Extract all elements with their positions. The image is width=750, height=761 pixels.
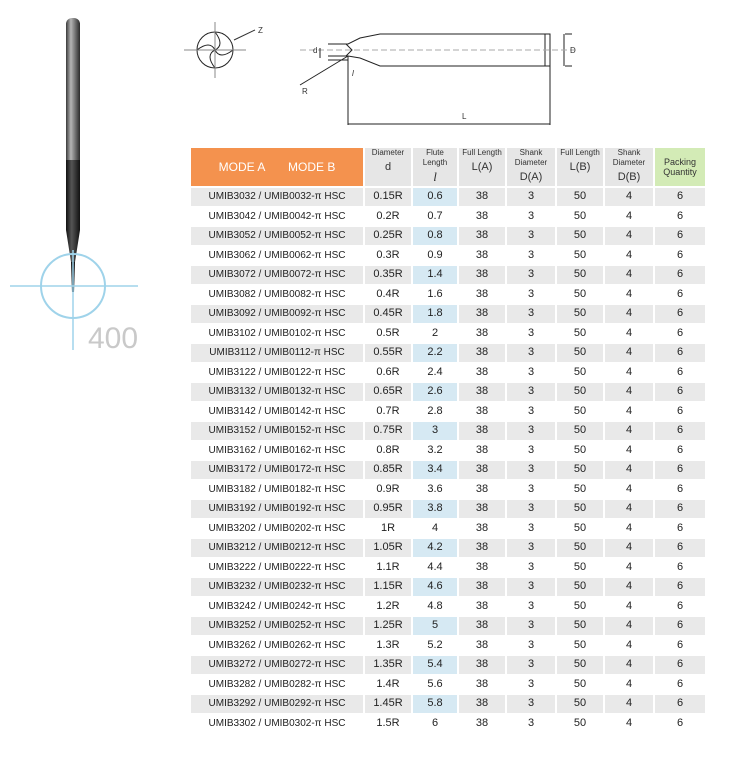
- cell-flute-length: 3.8: [413, 500, 457, 518]
- col-flute-length: Flute Length l: [413, 148, 457, 186]
- cell-product-code: UMIB3042 / UMIB0042-π HSC: [191, 208, 363, 226]
- cell-packing-quantity: 6: [655, 442, 705, 460]
- table-row: [191, 442, 705, 460]
- cell-product-code: UMIB3222 / UMIB0222-π HSC: [191, 559, 363, 577]
- table-row: [191, 286, 705, 304]
- mode-b-label: MODE B: [288, 160, 336, 174]
- cell-product-code: UMIB3232 / UMIB0232-π HSC: [191, 578, 363, 596]
- cell-full-length-a: 38: [459, 578, 505, 596]
- cell-shank-diameter-b: 4: [605, 461, 653, 479]
- cell-diameter: 1.35R: [365, 656, 411, 674]
- table-row: [191, 598, 705, 616]
- cell-full-length-b: 50: [557, 559, 603, 577]
- cell-shank-diameter-a: 3: [507, 247, 555, 265]
- cell-shank-diameter-a: 3: [507, 442, 555, 460]
- cell-flute-length: 2.2: [413, 344, 457, 362]
- label-z: Z: [258, 26, 263, 35]
- table-row: [191, 403, 705, 421]
- cell-diameter: 0.45R: [365, 305, 411, 323]
- cell-packing-quantity: 6: [655, 286, 705, 304]
- cell-full-length-a: 38: [459, 656, 505, 674]
- cell-shank-diameter-b: 4: [605, 208, 653, 226]
- cell-packing-quantity: 6: [655, 695, 705, 713]
- cell-full-length-a: 38: [459, 715, 505, 733]
- cell-flute-length: 2.8: [413, 403, 457, 421]
- cell-flute-length: 6: [413, 715, 457, 733]
- cell-shank-diameter-a: 3: [507, 520, 555, 538]
- cell-diameter: 1.5R: [365, 715, 411, 733]
- cell-full-length-b: 50: [557, 325, 603, 343]
- end-mill-photo: [0, 0, 170, 380]
- cell-full-length-a: 38: [459, 266, 505, 284]
- cell-product-code: UMIB3302 / UMIB0302-π HSC: [191, 715, 363, 733]
- cell-diameter: 0.8R: [365, 442, 411, 460]
- cell-packing-quantity: 6: [655, 208, 705, 226]
- col-packing-quantity: Packing Quantity: [655, 148, 705, 186]
- cell-product-code: UMIB3082 / UMIB0082-π HSC: [191, 286, 363, 304]
- cell-full-length-a: 38: [459, 481, 505, 499]
- cell-flute-length: 1.6: [413, 286, 457, 304]
- cell-diameter: 0.2R: [365, 208, 411, 226]
- cell-diameter: 0.85R: [365, 461, 411, 479]
- mode-header: [191, 148, 363, 186]
- cell-shank-diameter-a: 3: [507, 227, 555, 245]
- cell-shank-diameter-a: 3: [507, 364, 555, 382]
- cell-shank-diameter-b: 4: [605, 422, 653, 440]
- cell-packing-quantity: 6: [655, 481, 705, 499]
- cell-full-length-a: 38: [459, 344, 505, 362]
- table-row: [191, 227, 705, 245]
- cell-flute-length: 4: [413, 520, 457, 538]
- table-row: [191, 188, 705, 206]
- cell-packing-quantity: 6: [655, 715, 705, 733]
- cell-shank-diameter-a: 3: [507, 266, 555, 284]
- cell-packing-quantity: 6: [655, 656, 705, 674]
- side-view: [300, 34, 575, 125]
- cell-product-code: UMIB3242 / UMIB0242-π HSC: [191, 598, 363, 616]
- cell-full-length-b: 50: [557, 500, 603, 518]
- cell-shank-diameter-a: 3: [507, 695, 555, 713]
- cell-flute-length: 5: [413, 617, 457, 635]
- cell-shank-diameter-b: 4: [605, 383, 653, 401]
- table-row: [191, 656, 705, 674]
- cell-shank-diameter-a: 3: [507, 656, 555, 674]
- cell-shank-diameter-a: 3: [507, 637, 555, 655]
- col-full-length-a: Full Length L(A): [459, 148, 505, 186]
- cell-product-code: UMIB3052 / UMIB0052-π HSC: [191, 227, 363, 245]
- cell-shank-diameter-a: 3: [507, 559, 555, 577]
- table-row: [191, 422, 705, 440]
- cell-full-length-b: 50: [557, 247, 603, 265]
- cell-product-code: UMIB3172 / UMIB0172-π HSC: [191, 461, 363, 479]
- cell-flute-length: 3.6: [413, 481, 457, 499]
- cell-full-length-a: 38: [459, 500, 505, 518]
- cell-full-length-b: 50: [557, 695, 603, 713]
- cell-shank-diameter-a: 3: [507, 676, 555, 694]
- cell-full-length-a: 38: [459, 364, 505, 382]
- cell-full-length-b: 50: [557, 637, 603, 655]
- cell-flute-length: 3: [413, 422, 457, 440]
- cell-full-length-a: 38: [459, 539, 505, 557]
- cell-full-length-a: 38: [459, 227, 505, 245]
- cell-full-length-b: 50: [557, 461, 603, 479]
- cell-shank-diameter-a: 3: [507, 539, 555, 557]
- cell-product-code: UMIB3202 / UMIB0202-π HSC: [191, 520, 363, 538]
- cell-shank-diameter-a: 3: [507, 500, 555, 518]
- cell-full-length-a: 38: [459, 598, 505, 616]
- cell-full-length-b: 50: [557, 364, 603, 382]
- table-row: [191, 305, 705, 323]
- cell-flute-length: 5.2: [413, 637, 457, 655]
- cell-shank-diameter-b: 4: [605, 520, 653, 538]
- cell-full-length-a: 38: [459, 286, 505, 304]
- cell-packing-quantity: 6: [655, 461, 705, 479]
- cell-shank-diameter-b: 4: [605, 227, 653, 245]
- cell-diameter: 0.3R: [365, 247, 411, 265]
- cell-shank-diameter-b: 4: [605, 188, 653, 206]
- cell-shank-diameter-b: 4: [605, 500, 653, 518]
- cell-packing-quantity: 6: [655, 520, 705, 538]
- cell-flute-length: 4.2: [413, 539, 457, 557]
- cell-product-code: UMIB3132 / UMIB0132-π HSC: [191, 383, 363, 401]
- cell-full-length-b: 50: [557, 539, 603, 557]
- cell-full-length-b: 50: [557, 617, 603, 635]
- cell-flute-length: 1.8: [413, 305, 457, 323]
- cell-full-length-b: 50: [557, 227, 603, 245]
- table-row: [191, 539, 705, 557]
- cell-shank-diameter-a: 3: [507, 286, 555, 304]
- cell-full-length-a: 38: [459, 305, 505, 323]
- cell-product-code: UMIB3182 / UMIB0182-π HSC: [191, 481, 363, 499]
- cell-flute-length: 2: [413, 325, 457, 343]
- cell-diameter: 1.05R: [365, 539, 411, 557]
- cell-diameter: 1.45R: [365, 695, 411, 713]
- cell-flute-length: 4.6: [413, 578, 457, 596]
- cell-full-length-b: 50: [557, 598, 603, 616]
- cell-full-length-b: 50: [557, 442, 603, 460]
- cell-full-length-b: 50: [557, 383, 603, 401]
- cell-product-code: UMIB3292 / UMIB0292-π HSC: [191, 695, 363, 713]
- table-row: [191, 344, 705, 362]
- table-row: [191, 617, 705, 635]
- cell-shank-diameter-a: 3: [507, 578, 555, 596]
- cell-shank-diameter-b: 4: [605, 403, 653, 421]
- cell-diameter: 0.6R: [365, 364, 411, 382]
- cell-full-length-b: 50: [557, 188, 603, 206]
- cell-shank-diameter-a: 3: [507, 188, 555, 206]
- cell-shank-diameter-b: 4: [605, 617, 653, 635]
- cell-product-code: UMIB3122 / UMIB0122-π HSC: [191, 364, 363, 382]
- cell-shank-diameter-b: 4: [605, 578, 653, 596]
- col-shank-diameter-a: Shank Diameter D(A): [507, 148, 555, 186]
- cell-flute-length: 5.4: [413, 656, 457, 674]
- cell-diameter: 0.65R: [365, 383, 411, 401]
- label-r: R: [302, 87, 308, 96]
- cell-full-length-a: 38: [459, 403, 505, 421]
- cell-shank-diameter-b: 4: [605, 442, 653, 460]
- cell-diameter: 0.7R: [365, 403, 411, 421]
- cell-full-length-b: 50: [557, 676, 603, 694]
- cell-shank-diameter-b: 4: [605, 656, 653, 674]
- cell-flute-length: 4.8: [413, 598, 457, 616]
- cell-packing-quantity: 6: [655, 305, 705, 323]
- cell-full-length-a: 38: [459, 442, 505, 460]
- cell-shank-diameter-a: 3: [507, 461, 555, 479]
- table-row: [191, 247, 705, 265]
- cell-product-code: UMIB3152 / UMIB0152-π HSC: [191, 422, 363, 440]
- cell-shank-diameter-b: 4: [605, 325, 653, 343]
- cell-full-length-b: 50: [557, 266, 603, 284]
- table-row: [191, 520, 705, 538]
- cell-diameter: 1.25R: [365, 617, 411, 635]
- cell-packing-quantity: 6: [655, 247, 705, 265]
- cell-product-code: UMIB3112 / UMIB0112-π HSC: [191, 344, 363, 362]
- cell-full-length-a: 38: [459, 422, 505, 440]
- cell-packing-quantity: 6: [655, 500, 705, 518]
- cell-full-length-a: 38: [459, 247, 505, 265]
- cell-diameter: 0.55R: [365, 344, 411, 362]
- cell-full-length-a: 38: [459, 637, 505, 655]
- cell-flute-length: 3.4: [413, 461, 457, 479]
- cell-packing-quantity: 6: [655, 559, 705, 577]
- cell-packing-quantity: 6: [655, 383, 705, 401]
- table-row: [191, 208, 705, 226]
- table-row: [191, 559, 705, 577]
- cell-flute-length: 5.8: [413, 695, 457, 713]
- cell-shank-diameter-b: 4: [605, 364, 653, 382]
- cell-packing-quantity: 6: [655, 539, 705, 557]
- cell-diameter: 1.3R: [365, 637, 411, 655]
- spec-table: [189, 146, 707, 734]
- cell-packing-quantity: 6: [655, 325, 705, 343]
- cell-full-length-b: 50: [557, 344, 603, 362]
- magnification-label: 400: [88, 322, 139, 355]
- cell-packing-quantity: 6: [655, 364, 705, 382]
- cell-full-length-b: 50: [557, 208, 603, 226]
- col-diameter: Diameter d: [365, 148, 411, 186]
- cell-full-length-a: 38: [459, 695, 505, 713]
- cell-shank-diameter-a: 3: [507, 422, 555, 440]
- cell-product-code: UMIB3262 / UMIB0262-π HSC: [191, 637, 363, 655]
- cell-packing-quantity: 6: [655, 617, 705, 635]
- table-row: [191, 637, 705, 655]
- cell-diameter: 0.15R: [365, 188, 411, 206]
- cell-diameter: 0.35R: [365, 266, 411, 284]
- cell-flute-length: 2.4: [413, 364, 457, 382]
- cell-shank-diameter-b: 4: [605, 539, 653, 557]
- cell-full-length-a: 38: [459, 617, 505, 635]
- table-row: [191, 676, 705, 694]
- cell-flute-length: 4.4: [413, 559, 457, 577]
- cell-shank-diameter-b: 4: [605, 637, 653, 655]
- cell-shank-diameter-b: 4: [605, 344, 653, 362]
- cell-product-code: UMIB3212 / UMIB0212-π HSC: [191, 539, 363, 557]
- cell-product-code: UMIB3072 / UMIB0072-π HSC: [191, 266, 363, 284]
- cell-packing-quantity: 6: [655, 188, 705, 206]
- cell-product-code: UMIB3092 / UMIB0092-π HSC: [191, 305, 363, 323]
- cell-shank-diameter-b: 4: [605, 559, 653, 577]
- cell-flute-length: 0.6: [413, 188, 457, 206]
- cell-diameter: 0.75R: [365, 422, 411, 440]
- cell-full-length-b: 50: [557, 656, 603, 674]
- cell-full-length-a: 38: [459, 520, 505, 538]
- cell-product-code: UMIB3192 / UMIB0192-π HSC: [191, 500, 363, 518]
- cell-product-code: UMIB3062 / UMIB0062-π HSC: [191, 247, 363, 265]
- cell-flute-length: 0.8: [413, 227, 457, 245]
- table-body: [191, 188, 705, 732]
- table-row: [191, 715, 705, 733]
- cell-flute-length: 3.2: [413, 442, 457, 460]
- col-shank-diameter-b: Shank Diameter D(B): [605, 148, 653, 186]
- cell-full-length-a: 38: [459, 383, 505, 401]
- cell-packing-quantity: 6: [655, 578, 705, 596]
- cell-full-length-b: 50: [557, 305, 603, 323]
- cell-full-length-a: 38: [459, 559, 505, 577]
- cell-shank-diameter-b: 4: [605, 598, 653, 616]
- cell-product-code: UMIB3252 / UMIB0252-π HSC: [191, 617, 363, 635]
- cell-flute-length: 0.9: [413, 247, 457, 265]
- cell-diameter: 1.1R: [365, 559, 411, 577]
- cell-shank-diameter-a: 3: [507, 325, 555, 343]
- table-row: [191, 383, 705, 401]
- cell-shank-diameter-b: 4: [605, 305, 653, 323]
- cell-product-code: UMIB3142 / UMIB0142-π HSC: [191, 403, 363, 421]
- cell-shank-diameter-b: 4: [605, 695, 653, 713]
- table-header-row: [191, 148, 705, 186]
- cell-packing-quantity: 6: [655, 266, 705, 284]
- cell-full-length-a: 38: [459, 325, 505, 343]
- cell-product-code: UMIB3162 / UMIB0162-π HSC: [191, 442, 363, 460]
- label-shank: D: [570, 46, 576, 55]
- cell-shank-diameter-a: 3: [507, 598, 555, 616]
- cell-diameter: 0.25R: [365, 227, 411, 245]
- table-row: [191, 481, 705, 499]
- col-full-length-b: Full Length L(B): [557, 148, 603, 186]
- cell-shank-diameter-a: 3: [507, 617, 555, 635]
- table-row: [191, 325, 705, 343]
- cell-full-length-b: 50: [557, 715, 603, 733]
- dimension-drawing: [170, 0, 750, 140]
- cell-full-length-b: 50: [557, 520, 603, 538]
- end-view-icon: [184, 22, 255, 78]
- cell-product-code: UMIB3102 / UMIB0102-π HSC: [191, 325, 363, 343]
- cell-product-code: UMIB3282 / UMIB0282-π HSC: [191, 676, 363, 694]
- cell-packing-quantity: 6: [655, 344, 705, 362]
- table-row: [191, 578, 705, 596]
- table-row: [191, 500, 705, 518]
- cell-shank-diameter-a: 3: [507, 403, 555, 421]
- cell-shank-diameter-a: 3: [507, 305, 555, 323]
- cell-diameter: 0.9R: [365, 481, 411, 499]
- cell-shank-diameter-a: 3: [507, 383, 555, 401]
- table-row: [191, 266, 705, 284]
- cell-packing-quantity: 6: [655, 403, 705, 421]
- cell-diameter: 1.15R: [365, 578, 411, 596]
- cell-flute-length: 2.6: [413, 383, 457, 401]
- table-row: [191, 695, 705, 713]
- table-row: [191, 364, 705, 382]
- cell-packing-quantity: 6: [655, 676, 705, 694]
- cell-packing-quantity: 6: [655, 422, 705, 440]
- cell-shank-diameter-b: 4: [605, 247, 653, 265]
- cell-shank-diameter-a: 3: [507, 715, 555, 733]
- cell-diameter: 1.2R: [365, 598, 411, 616]
- cell-full-length-a: 38: [459, 461, 505, 479]
- mode-a-label: MODE A: [218, 160, 265, 174]
- cell-diameter: 0.4R: [365, 286, 411, 304]
- cell-diameter: 0.95R: [365, 500, 411, 518]
- cell-full-length-a: 38: [459, 208, 505, 226]
- cell-diameter: 1.4R: [365, 676, 411, 694]
- cell-shank-diameter-b: 4: [605, 266, 653, 284]
- label-d: d: [313, 46, 318, 55]
- cell-shank-diameter-b: 4: [605, 481, 653, 499]
- cell-full-length-a: 38: [459, 676, 505, 694]
- cell-packing-quantity: 6: [655, 637, 705, 655]
- cell-packing-quantity: 6: [655, 227, 705, 245]
- table-row: [191, 461, 705, 479]
- cell-full-length-b: 50: [557, 286, 603, 304]
- cell-shank-diameter-a: 3: [507, 344, 555, 362]
- cell-packing-quantity: 6: [655, 598, 705, 616]
- cell-shank-diameter-b: 4: [605, 715, 653, 733]
- label-total-length: L: [462, 112, 467, 121]
- cell-shank-diameter-a: 3: [507, 208, 555, 226]
- cell-product-code: UMIB3032 / UMIB0032-π HSC: [191, 188, 363, 206]
- cell-flute-length: 0.7: [413, 208, 457, 226]
- cell-flute-length: 5.6: [413, 676, 457, 694]
- cell-full-length-a: 38: [459, 188, 505, 206]
- cell-flute-length: 1.4: [413, 266, 457, 284]
- cell-product-code: UMIB3272 / UMIB0272-π HSC: [191, 656, 363, 674]
- cell-shank-diameter-b: 4: [605, 676, 653, 694]
- cell-full-length-b: 50: [557, 578, 603, 596]
- label-flute: l: [352, 69, 354, 78]
- cell-diameter: 1R: [365, 520, 411, 538]
- cell-diameter: 0.5R: [365, 325, 411, 343]
- cell-full-length-b: 50: [557, 422, 603, 440]
- cell-full-length-b: 50: [557, 403, 603, 421]
- cell-shank-diameter-a: 3: [507, 481, 555, 499]
- cell-full-length-b: 50: [557, 481, 603, 499]
- cell-shank-diameter-b: 4: [605, 286, 653, 304]
